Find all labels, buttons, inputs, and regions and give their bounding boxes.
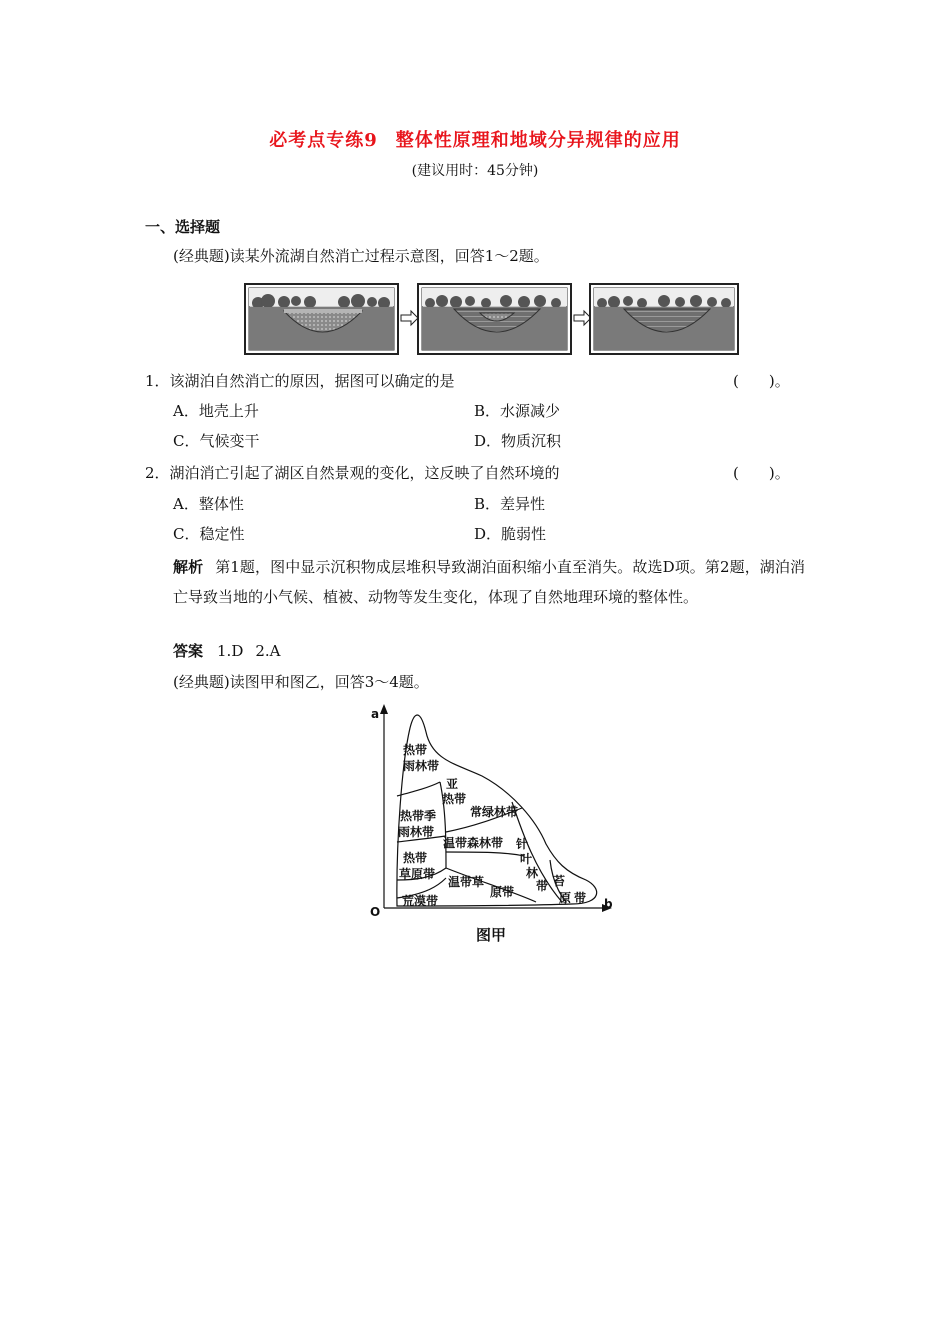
answer-value-1: 1.D [217,642,244,660]
zone-temperate-forest: 温带森林带 [443,836,504,850]
analysis-paragraph [173,552,805,612]
answer-blank-2: ( )。 [733,464,790,482]
zone-tropical-grassland-l2: 草原带 [399,867,436,881]
axis-label-b: b [604,897,613,911]
panel-lake-extinct [590,284,738,354]
axis-label-a: a [371,707,380,721]
q2-option-a: A．整体性 [173,495,244,513]
q2-option-d: D．脆弱性 [474,525,547,543]
q1-option-d: D．物质沉积 [474,432,562,450]
panel-lake-full [245,284,398,354]
zone-subtropical-l2: 热带 [442,792,467,806]
question-1-stem: 1．该湖泊自然消亡的原因，据图可以确定的是 [145,372,455,390]
zone-taiga-l4: 带 [536,879,549,893]
zone-subtropical-l1: 亚 [446,777,459,791]
zone-tundra-l1: 苔 [553,874,566,888]
zone-temperate-grassland-l1: 温带草 [448,875,485,889]
q2-option-b: B．差异性 [474,495,546,513]
q1-option-a: A．地壳上升 [173,402,259,420]
answer-value-2: 2.A [255,642,281,660]
zone-temperate-grassland-l2: 原带 [490,885,515,899]
question-2-stem: 2．湖泊消亡引起了湖区自然景观的变化，这反映了自然环境的 [145,464,560,482]
panel-lake-shrinking [418,284,571,354]
q2-option-c: C．稳定性 [173,525,245,543]
analysis-label: 解析 [173,558,204,576]
arrow-icon [574,311,591,325]
section-heading-choice: 一、选择题 [145,218,221,236]
answer-label: 答案 [173,642,204,660]
intro-q3-4: (经典题)读图甲和图乙，回答3～4题。 [173,673,429,691]
zone-tropical-monsoon-l2: 雨林带 [398,825,435,839]
origin-label: O [370,905,381,919]
zone-desert: 荒漠带 [402,894,439,908]
zone-tropical-monsoon-l1: 热带季 [400,809,437,823]
natural-zone-diagram [366,702,616,948]
analysis-text: 第1题，图中显示沉积物成层堆积导致湖泊面积缩小直至消失。故选D项。第2题，湖泊消亡导致当地的小气候、植被、动物等发生变化，体现了自然地理环境的整体性。 [173,558,805,606]
zone-taiga-l3: 林 [526,866,539,880]
intro-q1-2: (经典题)读某外流湖自然消亡过程示意图，回答1～2题。 [173,247,549,265]
y-axis-arrow-icon [380,704,388,714]
zone-taiga-l2: 叶 [520,852,533,866]
page-title: 必考点专练9 整体性原理和地域分异规律的应用 [269,130,681,151]
zone-tundra-l3: 带 [574,891,587,905]
arrow-icon [401,311,418,325]
answer-blank-1: ( )。 [733,372,790,390]
zone-tropical-grassland-l1: 热带 [403,851,428,865]
suggested-time: (建议用时：45分钟) [411,163,539,179]
zone-taiga-l1: 针 [516,837,529,851]
q1-option-c: C．气候变干 [173,432,260,450]
answer-line [173,640,281,661]
lake-extinction-diagram [244,283,740,356]
zone-tropical-rainforest-l2: 雨林带 [403,759,440,773]
zone-tropical-rainforest-l1: 热带 [403,743,428,757]
q1-option-b: B．水源减少 [474,402,561,420]
zone-tundra-l2: 原 [559,891,572,905]
figure-caption: 图甲 [476,926,507,944]
zone-subtropical-l3: 常绿林带 [470,805,519,819]
